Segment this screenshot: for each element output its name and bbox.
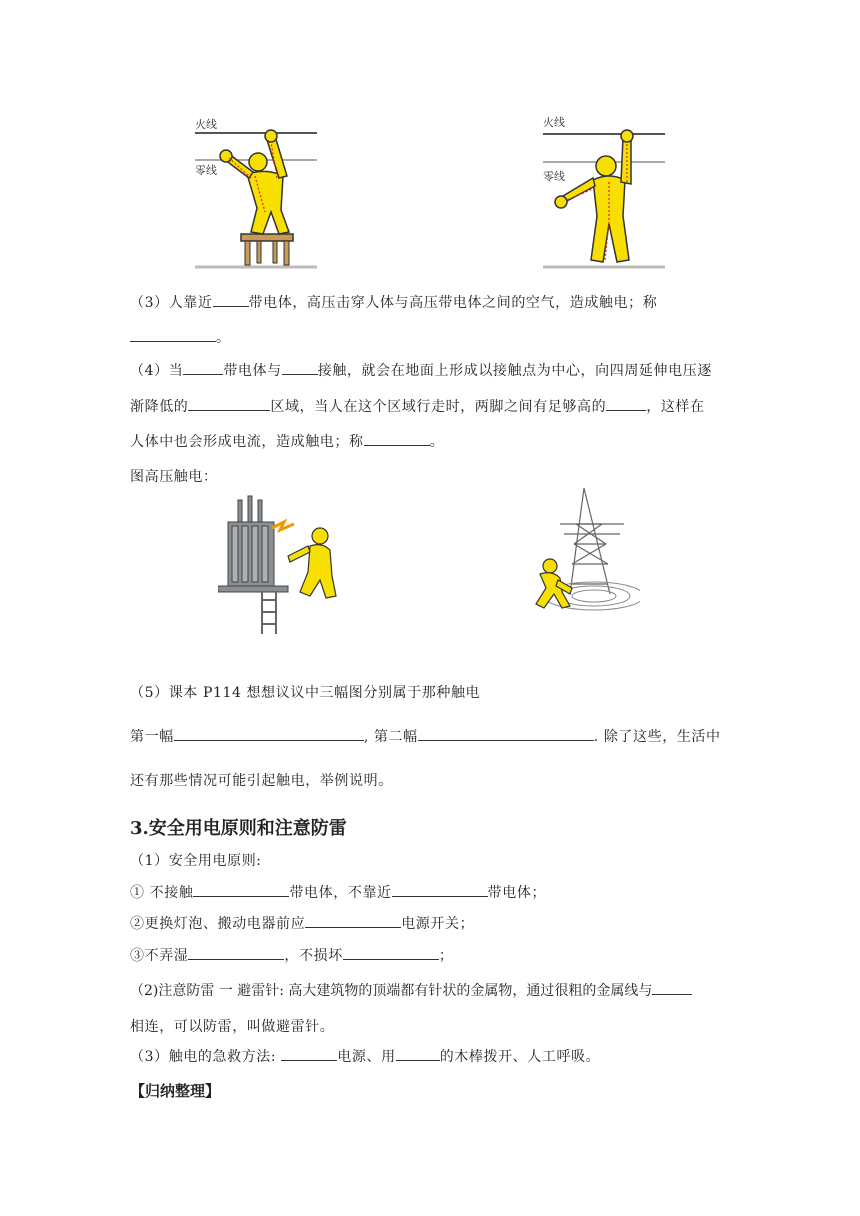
- live-wire-label: 火线: [543, 116, 565, 129]
- blank[interactable]: [652, 980, 692, 995]
- blank[interactable]: [213, 292, 249, 307]
- figure-step-voltage: [520, 484, 640, 614]
- item-4-line-2: 渐降低的 区域，当人在这个区域行走时，两脚之间有足够高的 ，这样在: [130, 396, 705, 416]
- blank[interactable]: [188, 945, 284, 960]
- blank[interactable]: [418, 726, 594, 741]
- blank[interactable]: [343, 945, 439, 960]
- blank[interactable]: [130, 327, 216, 342]
- principles-intro: （1）安全用电原则:: [130, 853, 262, 869]
- section-3-title: 3.安全用电原则和注意防雷: [130, 818, 347, 839]
- blank[interactable]: [606, 396, 646, 411]
- blank[interactable]: [188, 396, 270, 411]
- item-5-answers: 第一幅 , 第二幅 . 除了这些，生活中: [130, 726, 721, 746]
- blank[interactable]: [174, 726, 364, 741]
- blank[interactable]: [305, 913, 401, 928]
- first-aid: （3）触电的急救方法: 电源、用 的木棒拨开、人工呼吸。: [130, 1046, 600, 1066]
- item-4-line-1: （4）当 带电体与 接触，就会在地面上形成以接触点为中心，向四周延伸电压逐: [130, 360, 712, 380]
- blank[interactable]: [282, 360, 318, 375]
- figure-high-voltage-arc: [218, 492, 348, 634]
- neutral-wire-label: 零线: [195, 164, 217, 177]
- item-4-line-3: 人体中也会形成电流，造成触电；称 。: [130, 431, 444, 451]
- lightning-rod-line-2: 相连，可以防雷，叫做避雷针。: [130, 1019, 335, 1035]
- item-3-line-2: 。: [130, 327, 231, 347]
- blank[interactable]: [396, 1046, 440, 1061]
- principle-1: ① 不接触 带电体，不靠近 带电体；: [130, 882, 546, 902]
- blank[interactable]: [281, 1046, 337, 1061]
- principle-3: ③不弄湿 ，不损坏 ；: [130, 945, 453, 965]
- blank[interactable]: [193, 882, 289, 897]
- blank[interactable]: [364, 431, 430, 446]
- blank[interactable]: [183, 360, 223, 375]
- figure-caption: 图高压触电：: [130, 469, 218, 485]
- blank[interactable]: [392, 882, 488, 897]
- principle-2: ②更换灯泡、搬动电器前应 电源开关；: [130, 913, 474, 933]
- lightning-rod-line-1: （2)注意防雷 一 避雷针: 高大建筑物的顶端都有针状的金属物，通过很粗的金属线与: [130, 980, 692, 1000]
- item-5-continued: 还有那些情况可能引起触电，举例说明。: [130, 773, 393, 789]
- summary-title: 【归纳整理】: [130, 1082, 221, 1100]
- live-wire-label: 火线: [195, 118, 217, 131]
- figure-single-wire-ground: [543, 112, 665, 274]
- neutral-wire-label: 零线: [543, 170, 565, 183]
- item-3-line-1: （3）人靠近 带电体，高压击穿人体与高压带电体之间的空气，造成触电；称: [130, 292, 657, 312]
- item-5: （5）课本 P114 想想议议中三幅图分别属于那种触电: [130, 685, 481, 701]
- figure-single-wire-stool: [195, 112, 317, 274]
